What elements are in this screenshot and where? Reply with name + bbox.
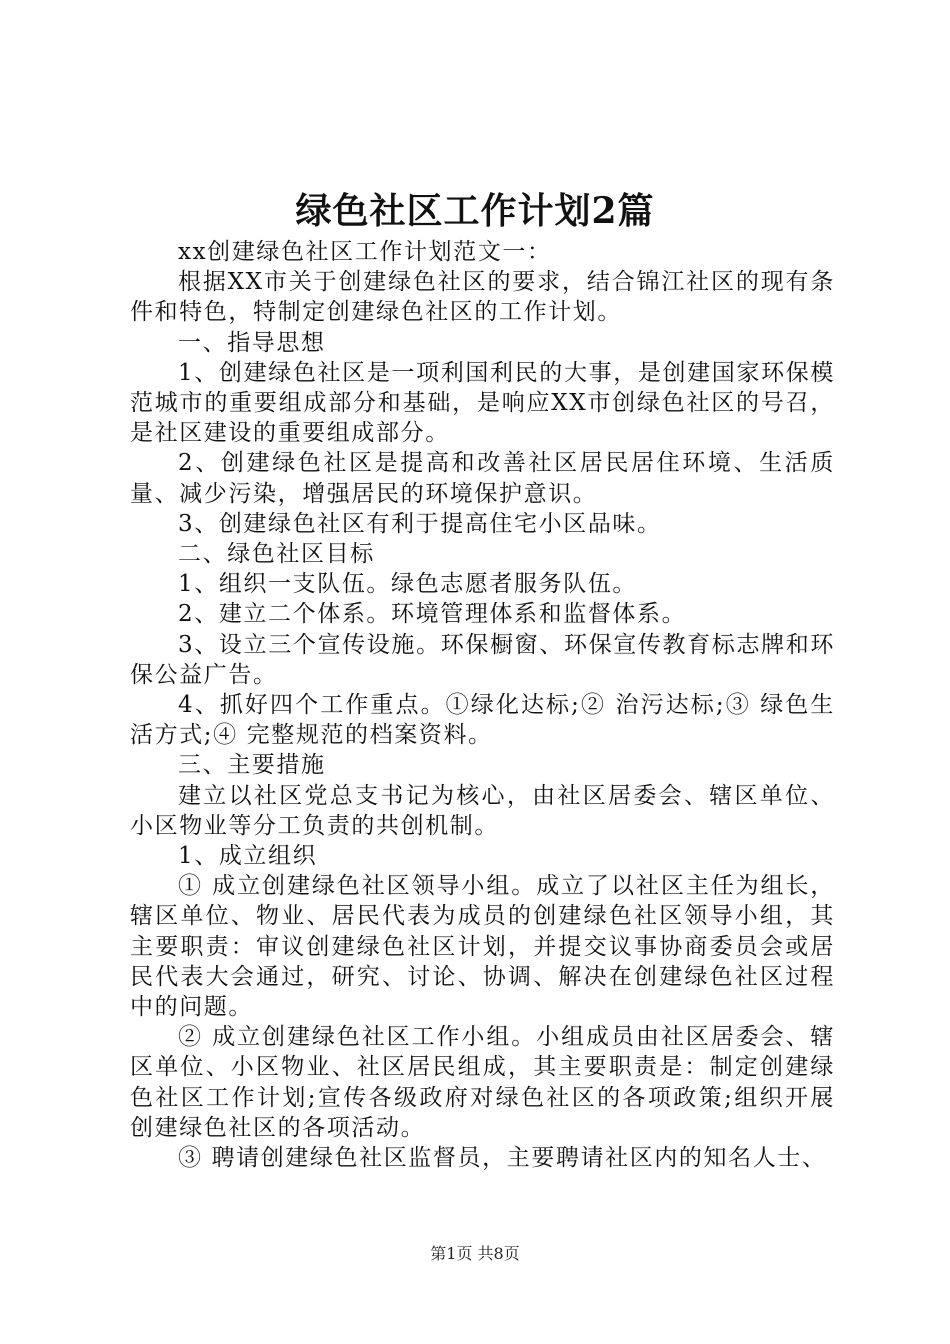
page-footer: 第1页 共8页 <box>430 1244 520 1263</box>
paragraph: 根据XX市关于创建绿色社区的要求，结合锦江社区的现有条件和特色，特制定创建绿色社区的工作计划。 <box>130 269 835 326</box>
document-body <box>130 237 835 1173</box>
sub-heading: 1、成立组织 <box>178 843 318 870</box>
section-heading: 三、主要措施 <box>178 752 326 779</box>
document-title: 绿色社区工作计划2篇 <box>295 190 655 232</box>
paragraph: 2、建立二个体系。环境管理体系和监督体系。 <box>178 601 687 628</box>
paragraph: 3、创建绿色社区有利于提高住宅小区品味。 <box>178 510 662 537</box>
paragraph: 1、创建绿色社区是一项利国利民的大事，是创建国家环保模范城市的重要组成部分和基础，是响应XX市创绿色社区的号召，是社区建设的重要组成部分。 <box>130 359 835 447</box>
paragraph: ③ 聘请创建绿色社区监督员，主要聘请社区内的知名人士、 <box>178 1145 827 1172</box>
paragraph: 4、抓好四个工作重点。①绿化达标;② 治污达标;③ 绿色生活方式;④ 完整规范的档案资料。 <box>130 692 835 749</box>
section-heading: 二、绿色社区目标 <box>178 541 375 568</box>
paragraph: ② 成立创建绿色社区工作小组。小组成员由社区居委会、辖区单位、小区物业、社区居民组成，其主要职责是：制定创建绿色社区工作计划;宣传各级政府对绿色社区的各项政策;组织开展创建绿色社区的各项活动。 <box>130 1024 835 1141</box>
paragraph: xx创建绿色社区工作计划范文一： <box>178 239 552 265</box>
paragraph: 1、组织一支队伍。绿色志愿者服务队伍。 <box>178 571 638 598</box>
paragraph: 建立以社区党总支书记为核心，由社区居委会、辖区单位、小区物业等分工负责的共创机制。 <box>130 782 835 839</box>
paragraph: 3、设立三个宣传设施。环保橱窗、环保宣传教育标志牌和环保公益广告。 <box>130 631 835 688</box>
paragraph: ① 成立创建绿色社区领导小组。成立了以社区主任为组长，辖区单位、物业、居民代表为成员的创建绿色社区领导小组，其主要职责：审议创建绿色社区计划，并提交议事协商委员会或居民代表大会通过，研究、讨论、协调、解决在创建绿色社区过程中的问题。 <box>130 873 835 1021</box>
paragraph: 2、创建绿色社区是提高和改善社区居民居住环境、生活质量、减少污染，增强居民的环境保护意识。 <box>130 450 835 507</box>
section-heading: 一、指导思想 <box>178 329 326 356</box>
